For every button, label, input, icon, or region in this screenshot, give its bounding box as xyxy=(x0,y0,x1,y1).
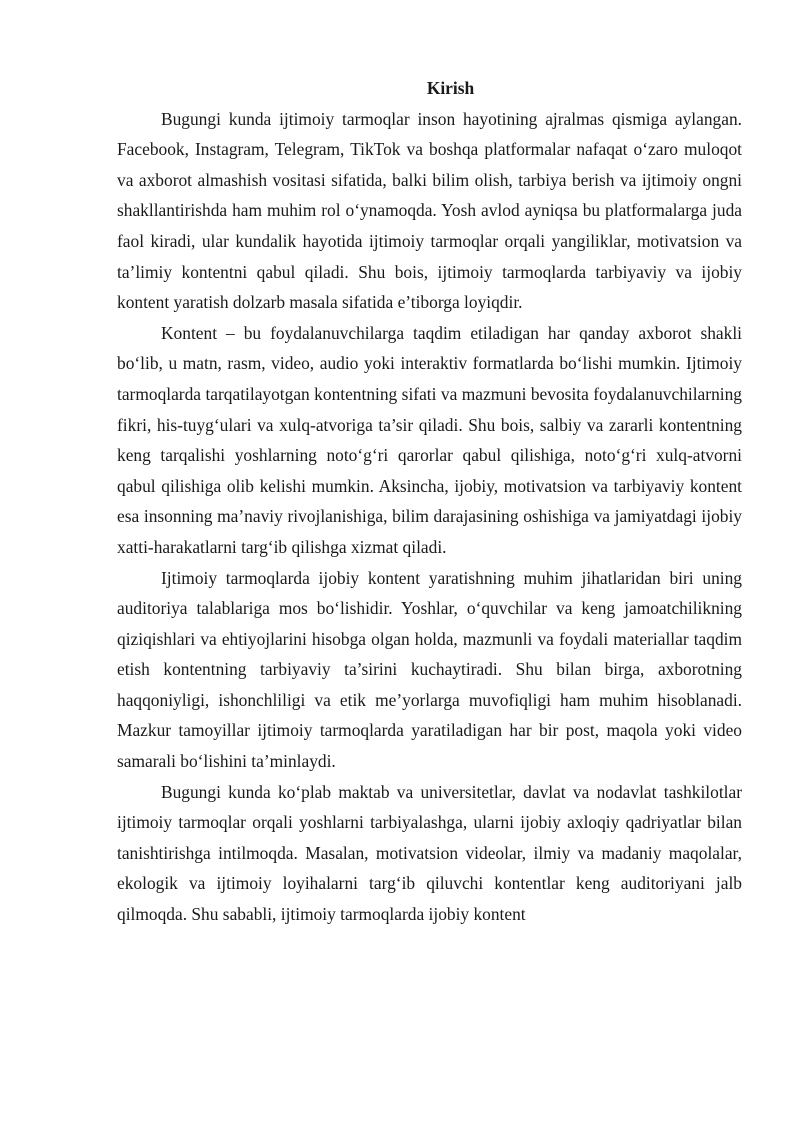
page-title: Kirish xyxy=(426,78,475,98)
paragraph-2: Kontent – bu foydalanuvchilarga taqdim etiladigan har qanday axborot shakli bo‘lib, u matn, rasm, video, audio yoki interaktiv formatlarda bo‘lishi mumkin. Ijtimoiy tarmoqlarda tarqatilayotgan kontentning sifati va mazmuni bevosita foydalanuvchilarning fikri, his-tuyg‘ulari va xulq-atvoriga ta’sir qiladi. Shu bois, salbiy va zararli kontentning keng tarqalishi yoshlarning noto‘g‘ri qarorlar qabul qilishiga, noto‘g‘ri xulq-atvorni qabul qilishiga olib kelishi mumkin. Aksincha, ijobiy, motivatsion va tarbiyaviy kontent esa insonning ma’naviy rivojlanishiga, bilim darajasining oshishiga va jamiyatdagi ijobiy xatti-harakatlarni targ‘ib qilishga xizmat qiladi. xyxy=(117,322,742,557)
document-body xyxy=(117,73,742,930)
paragraph-1: Bugungi kunda ijtimoiy tarmoqlar inson hayotining ajralmas qismiga aylangan. Facebook, Instagram, Telegram, TikTok va boshqa platformalar nafaqat o‘zaro muloqot va axborot almashish vositasi sifatida, balki bilim olish, tarbiya berish va ijtimoiy ongni shakllantirishda ham muhim rol o‘ynamoqda. Yosh avlod ayniqsa bu platformalarga juda faol kiradi, ular kundalik hayotida ijtimoiy tarmoqlar orqali yangiliklar, motivatsion va ta’limiy kontentni qabul qiladi. Shu bois, ijtimoiy tarmoqlarda tarbiyaviy va ijobiy kontent yaratish dolzarb masala sifatida e’tiborga loyiqdir. xyxy=(117,108,742,313)
paragraph-3: Ijtimoiy tarmoqlarda ijobiy kontent yaratishning muhim jihatlaridan biri uning auditoriya talablariga mos bo‘lishidir. Yoshlar, o‘quvchilar va keng jamoatchilikning qiziqishlari va ehtiyojlarini hisobga olgan holda, mazmunli va foydali materiallar taqdim etish kontentning tarbiyaviy ta’sirini kuchaytiradi. Shu bilan birga, axborotning haqqoniyligi, ishonchliligi va etik me’yorlarga muvofiqligi ham muhim hisoblanadi. Mazkur tamoyillar ijtimoiy tarmoqlarda yaratiladigan har bir post, maqola yoki video samarali bo‘lishini ta’minlaydi. xyxy=(117,567,742,772)
paragraph-4: Bugungi kunda ko‘plab maktab va universitetlar, davlat va nodavlat tashkilotlar ijtimoiy tarmoqlar orqali yoshlarni tarbiyalashga, ularni ijobiy axloqiy qadriyatlar bilan tanishtirishga intilmoqda. Masalan, motivatsion videolar, ilmiy va madaniy maqolalar, ekologik va ijtimoiy loyihalarni targ‘ib qiluvchi kontentlar keng auditoriyani jalb qilmoqda. Shu sababli, ijtimoiy tarmoqlarda ijobiy kontent xyxy=(117,781,742,925)
